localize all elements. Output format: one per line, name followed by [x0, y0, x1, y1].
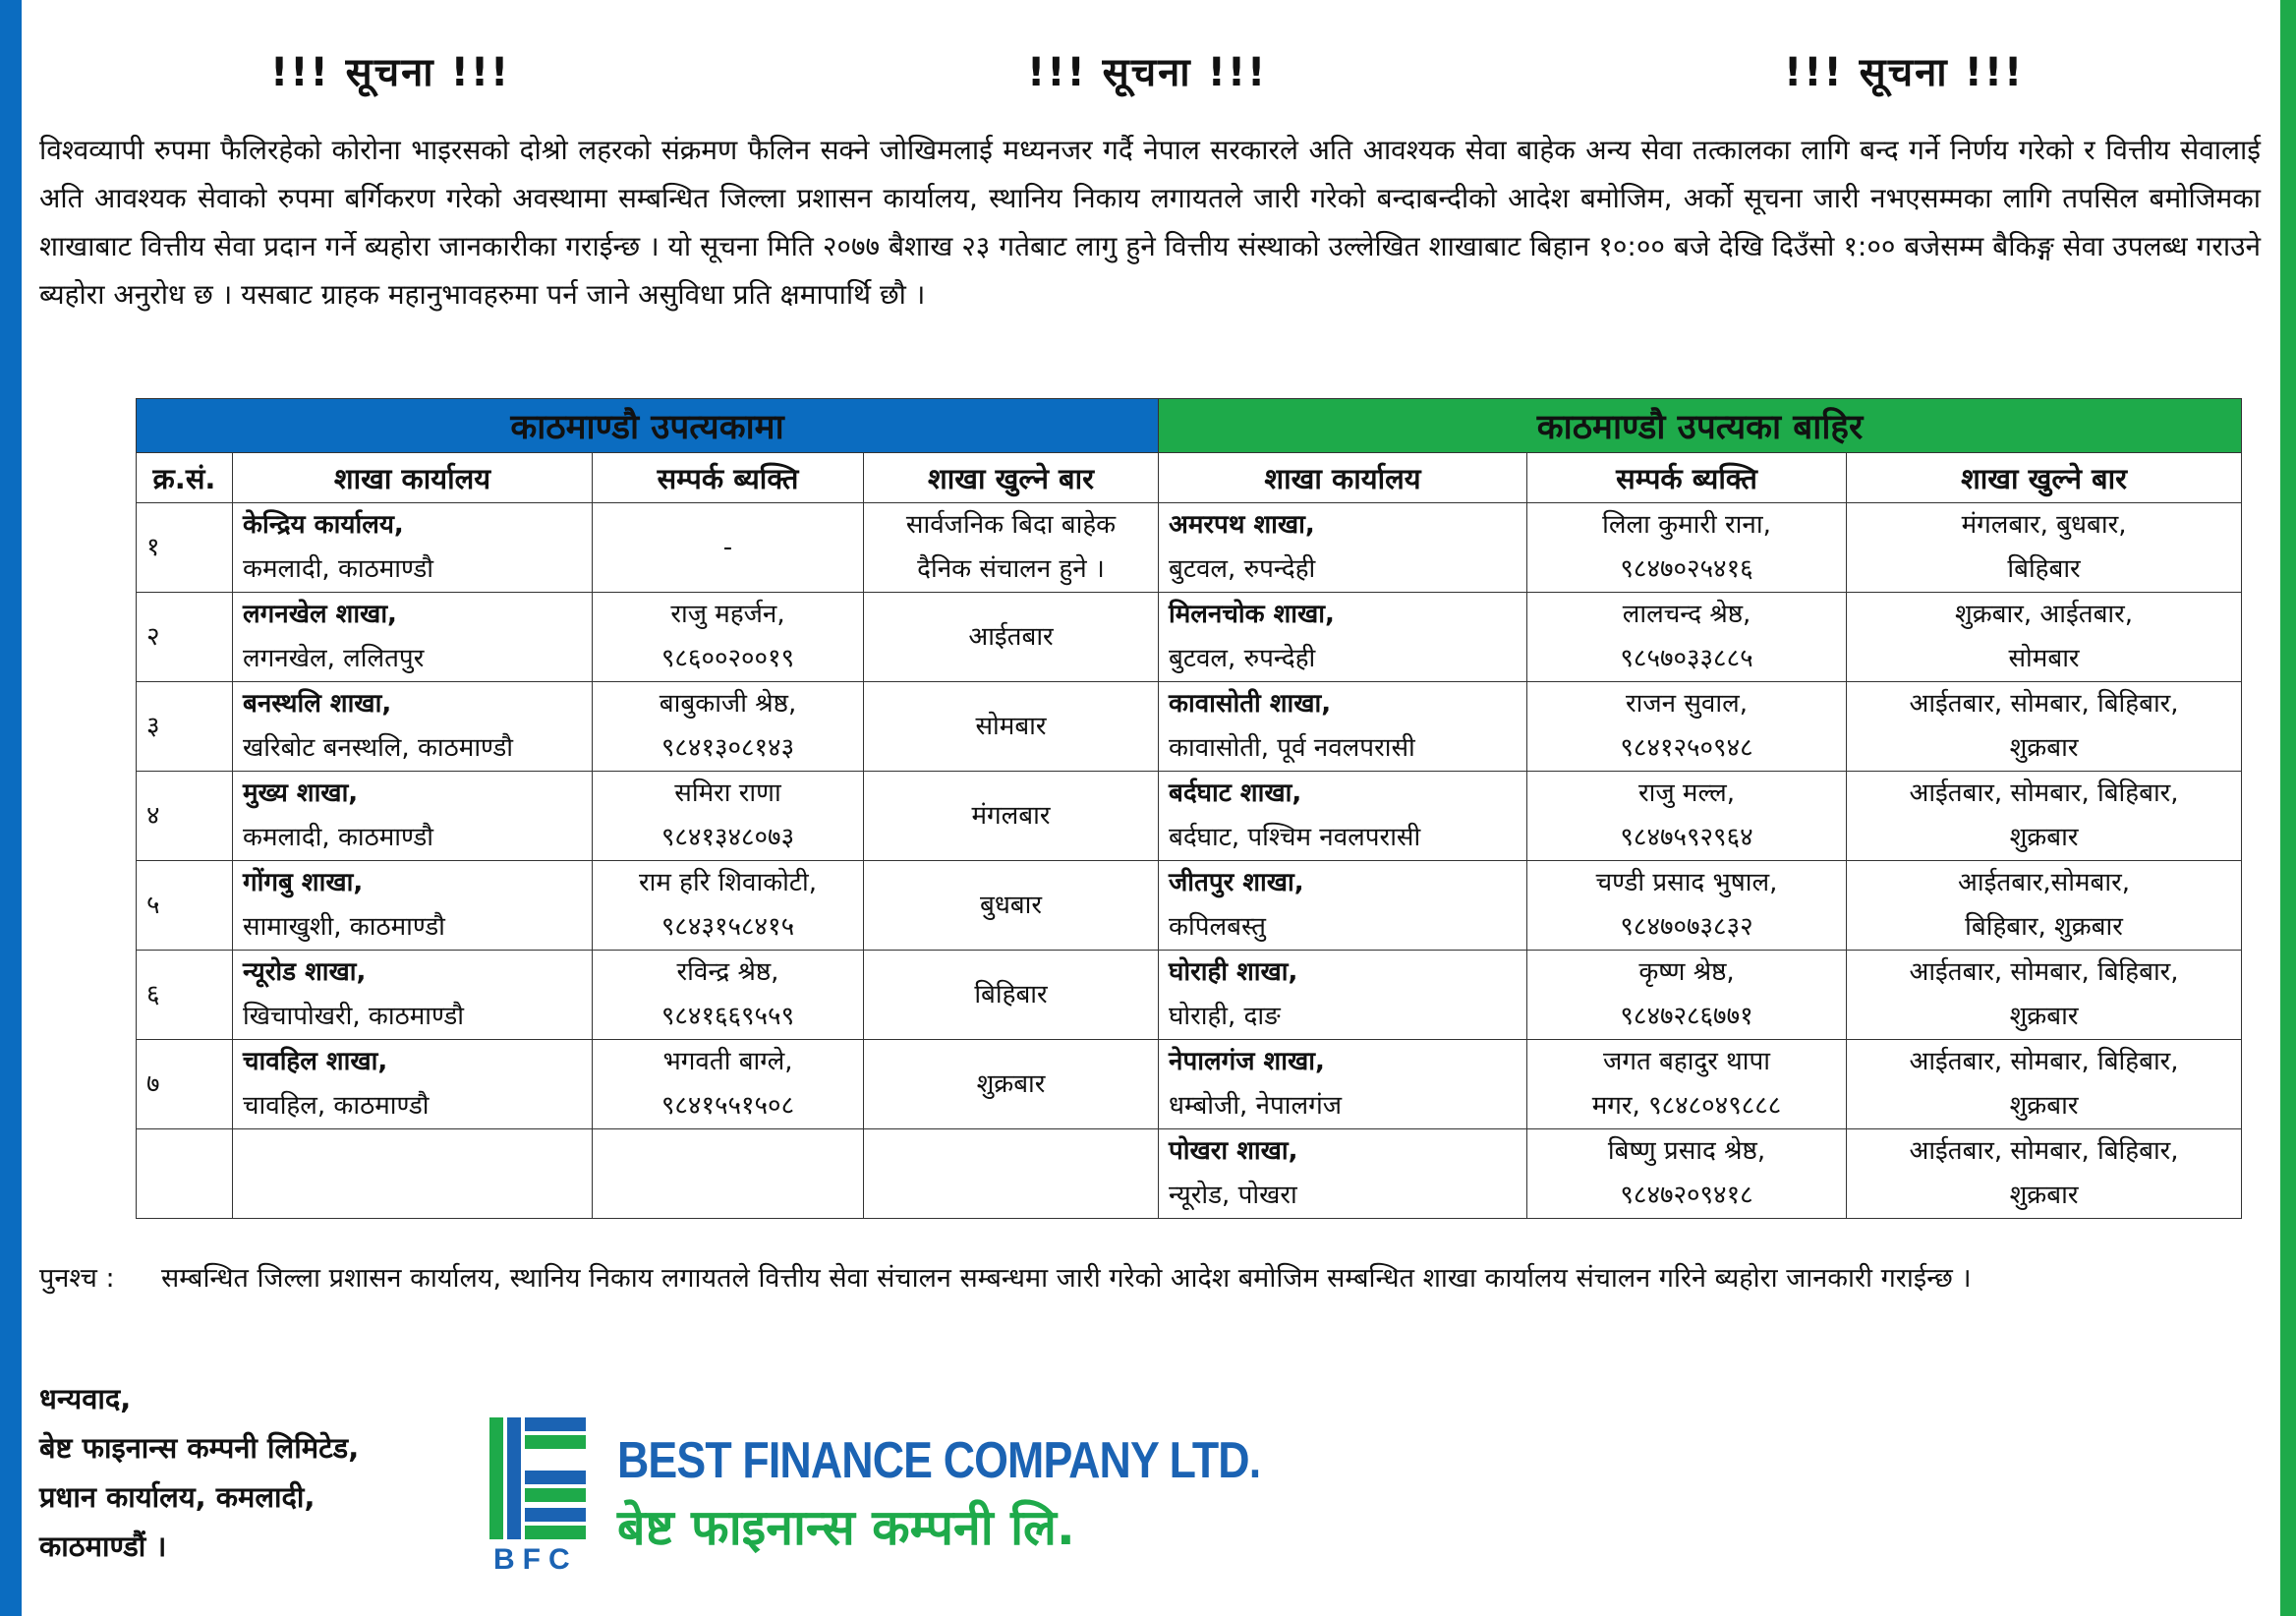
table-row	[137, 1040, 2242, 1129]
contact-phone: ९८४१३४८०७३	[660, 823, 795, 852]
col-header-open-day: शाखा खुल्ने बार	[1847, 453, 2242, 503]
branch-name: चावहिल शाखा,	[243, 1047, 388, 1076]
contact-person: राम हरि शिवाकोटी,	[638, 868, 818, 897]
contact-phone: ९८४७०२५४१६	[1620, 554, 1753, 584]
open-day-cell	[1847, 682, 2242, 772]
open-day-cell	[864, 951, 1159, 1040]
contact-person: राजु महर्जन,	[670, 600, 785, 629]
serial-number-cell	[137, 772, 233, 861]
contact-cell	[1527, 1040, 1847, 1129]
postscript-note	[39, 1256, 2261, 1301]
contact-cell	[593, 593, 864, 682]
left-border-bar	[0, 0, 22, 1616]
serial-number: १	[146, 532, 160, 562]
open-day-cell	[864, 682, 1159, 772]
open-days: आईतबार, सोमबार, बिहिबार,	[1909, 1047, 2179, 1076]
contact-cell	[1527, 503, 1847, 593]
branch-cell	[233, 593, 593, 682]
contact-person: भगवती बाग्ले,	[662, 1047, 793, 1076]
contact-person: लिला कुमारी राना,	[1602, 510, 1771, 540]
notice-heading: !!! सूचना !!!	[1027, 50, 1268, 95]
contact-person: कृष्ण श्रेष्ठ,	[1638, 957, 1735, 987]
col-header-branch: शाखा कार्यालय	[1159, 453, 1527, 503]
open-day-cell	[1847, 951, 2242, 1040]
branch-cell	[233, 772, 593, 861]
contact-person: लालचन्द श्रेष्ठ,	[1622, 600, 1751, 629]
serial-number-cell	[137, 593, 233, 682]
serial-number: ३	[146, 711, 160, 741]
signature-line: बेष्ट फाइनान्स कम्पनी लिमिटेड,	[39, 1431, 360, 1465]
branch-cell	[233, 682, 593, 772]
region-outside-valley: काठमाण्डौ उपत्यका बाहिर	[1159, 399, 2242, 453]
contact-phone: ९८४७२८६७७१	[1620, 1002, 1753, 1031]
logo-english-name: BEST FINANCE COMPANY LTD.	[617, 1432, 1261, 1489]
logo-abbreviation: BFC	[493, 1543, 578, 1576]
branch-cell	[1159, 1129, 1527, 1219]
branch-address: घोराही, दाङ	[1169, 1002, 1281, 1031]
contact-person: -	[722, 532, 733, 562]
contact-phone: ९८५७०३३८८५	[1620, 644, 1753, 673]
open-days-extra: शुक्रबार	[2009, 823, 2079, 852]
branch-table	[136, 398, 2242, 1219]
right-border-bar	[2280, 0, 2296, 1616]
branch-cell	[1159, 682, 1527, 772]
table-row	[137, 1129, 2242, 1219]
open-days-extra: बिहिबार	[2007, 554, 2081, 584]
open-day-cell	[864, 772, 1159, 861]
open-days-extra: शुक्रबार	[2009, 733, 2079, 763]
open-day-cell	[1847, 1129, 2242, 1219]
open-days: बिहिबार	[974, 979, 1048, 1010]
serial-number-cell	[137, 682, 233, 772]
contact-phone: ९८४३१५८४१५	[660, 912, 795, 942]
contact-cell	[1527, 593, 1847, 682]
branch-cell	[1159, 861, 1527, 951]
branch-cell	[1159, 503, 1527, 593]
open-day-cell	[864, 503, 1159, 593]
serial-number-cell	[137, 1129, 233, 1219]
branch-name: कावासोती शाखा,	[1169, 689, 1332, 719]
table-row	[137, 593, 2242, 682]
branch-name: पोखरा शाखा,	[1169, 1136, 1298, 1166]
branch-name: मिलनचोक शाखा,	[1169, 600, 1335, 629]
region-inside-valley: काठमाण्डौ उपत्यकामा	[137, 399, 1159, 453]
contact-person: राजु मल्ल,	[1637, 779, 1736, 808]
contact-person: रविन्द्र श्रेष्ठ,	[676, 957, 779, 987]
branch-name: लगनखेल शाखा,	[243, 600, 397, 629]
branch-address: खरिबोट बनस्थलि, काठमाण्डौ	[243, 733, 514, 763]
contact-person: जगत बहादुर थापा	[1603, 1047, 1770, 1076]
branch-cell	[1159, 951, 1527, 1040]
contact-cell	[593, 951, 864, 1040]
branch-cell	[233, 951, 593, 1040]
notice-body: विश्वव्यापी रुपमा फैलिरहेको कोरोना भाइरसको दोश्रो लहरको संक्रमण फैलिन सक्ने जोखिमलाई मध्यनजर गर्दै नेपाल सरकारले अति आवश्यक सेवा बाहेक अन्य सेवा तत्कालका लागि बन्द गर्ने निर्णय गरेको र वित्तीय सेवालाई अति आवश्यक सेवाको रुपमा बर्गिकरण गरेको अवस्थामा सम्बन्धित जिल्ला प्रशासन कार्यालय, स्थानिय निकाय लगायतले जारी गरेको बन्दाबन्दीको आदेश बमोजिम, अर्को सूचना जारी नभएसम्मका लागि तपसिल बमोजिमका शाखाबाट वित्तीय सेवा प्रदान गर्ने ब्यहोरा जानकारीका गराईन्छ । यो सूचना मिति २०७७ बैशाख २३ गतेबाट लागु हुने वित्तीय संस्थाको उल्लेखित शाखाबाट बिहान १०:०० बजे देखि दिउँसो १:०० बजेसम्म बैकिङ्ग सेवा उपलब्ध गराउने ब्यहोरा अनुरोध छ । यसबाट ग्राहक महानुभावहरुमा पर्न जाने असुविधा प्रति क्षमापार्थि छौ ।	[39, 134, 2261, 311]
serial-number-cell	[137, 951, 233, 1040]
serial-number: ७	[146, 1068, 160, 1099]
branch-cell	[233, 503, 593, 593]
contact-cell	[1527, 951, 1847, 1040]
contact-cell	[593, 1040, 864, 1129]
signature-line: काठमाण्डौं ।	[39, 1529, 167, 1563]
open-day-cell	[1847, 772, 2242, 861]
contact-person: चण्डी प्रसाद भुषाल,	[1595, 868, 1778, 897]
branch-name: बर्दघाट शाखा,	[1169, 779, 1302, 808]
open-days: सार्वजनिक बिदा बाहेक	[905, 510, 1117, 540]
open-day-cell	[1847, 503, 2242, 593]
open-days: आईतबार, सोमबार, बिहिबार,	[1909, 1136, 2179, 1166]
contact-person: बिष्णु प्रसाद श्रेष्ठ,	[1607, 1136, 1766, 1166]
col-header-open-day: शाखा खुल्ने बार	[864, 453, 1159, 503]
branch-cell	[233, 861, 593, 951]
table-row	[137, 682, 2242, 772]
contact-phone: ९८४७२०९४१८	[1620, 1181, 1753, 1210]
table-row	[137, 772, 2242, 861]
table-row	[137, 861, 2242, 951]
contact-phone: ९८४७०७३८३२	[1620, 912, 1753, 942]
branch-address: न्यूरोड, पोखरा	[1169, 1181, 1297, 1210]
contact-cell	[1527, 861, 1847, 951]
open-days-extra: सोमबार	[2008, 644, 2080, 673]
branch-name: मुख्य शाखा,	[243, 779, 359, 808]
signature-block	[39, 1374, 359, 1571]
open-day-cell	[1847, 593, 2242, 682]
serial-number-cell	[137, 861, 233, 951]
open-days: बुधबार	[979, 890, 1043, 920]
branch-address: कावासोती, पूर्व नवलपरासी	[1169, 733, 1415, 763]
postscript-text: सम्बन्धित जिल्ला प्रशासन कार्यालय, स्थानिय निकाय लगायतले वित्तीय सेवा संचालन सम्बन्धमा जारी गरेको आदेश बमोजिम सम्बन्धित शाखा कार्यालय संचालन गरिने ब्यहोरा जानकारी गराईन्छ ।	[161, 1263, 1972, 1294]
contact-cell	[1527, 772, 1847, 861]
branch-address: सामाखुशी, काठमाण्डौ	[243, 912, 445, 942]
contact-person: राजन सुवाल,	[1626, 689, 1749, 719]
branch-address: चावहिल, काठमाण्डौ	[243, 1091, 430, 1121]
branch-address: कमलादी, काठमाण्डौ	[243, 823, 434, 852]
open-days: सोमबार	[975, 711, 1047, 741]
open-day-cell	[864, 1040, 1159, 1129]
open-day-cell	[864, 593, 1159, 682]
open-days-extra: शुक्रबार	[2009, 1002, 2079, 1031]
contact-phone: ९८४७५९२९६४	[1620, 823, 1753, 852]
table-row	[137, 503, 2242, 593]
open-days-extra: दैनिक संचालन हुने ।	[917, 554, 1105, 584]
branch-address: कमलादी, काठमाण्डौ	[243, 554, 434, 584]
col-header-contact: सम्पर्क ब्यक्ति	[593, 453, 864, 503]
contact-phone: ९८४१३०८१४३	[660, 733, 795, 763]
branch-cell	[233, 1040, 593, 1129]
contact-phone: मगर, ९८४८०४९८८८	[1591, 1091, 1782, 1121]
contact-person: समिरा राणा	[674, 779, 781, 808]
contact-cell	[593, 772, 864, 861]
open-days: आईतबार, सोमबार, बिहिबार,	[1909, 957, 2179, 987]
open-days: आईतबार, सोमबार, बिहिबार,	[1909, 779, 2179, 808]
branch-name: जीतपुर शाखा,	[1169, 868, 1304, 897]
branch-address: लगनखेल, ललितपुर	[243, 644, 425, 673]
contact-cell	[1527, 1129, 1847, 1219]
branch-cell	[1159, 772, 1527, 861]
branch-name: अमरपथ शाखा,	[1169, 510, 1315, 540]
open-days-extra: शुक्रबार	[2009, 1181, 2079, 1210]
col-header-contact: सम्पर्क ब्यक्ति	[1527, 453, 1847, 503]
contact-cell	[593, 1129, 864, 1219]
col-header-branch: शाखा कार्यालय	[233, 453, 593, 503]
notice-heading: !!! सूचना !!!	[270, 50, 511, 95]
table-row	[137, 951, 2242, 1040]
contact-cell	[1527, 682, 1847, 772]
contact-phone: ९८४१५५१५०८	[660, 1091, 795, 1121]
postscript-label: पुनश्च :	[39, 1263, 115, 1294]
serial-number: ६	[146, 979, 160, 1010]
contact-cell	[593, 682, 864, 772]
open-day-cell	[864, 1129, 1159, 1219]
branch-name: नेपालगंज शाखा,	[1169, 1047, 1325, 1076]
branch-address: बर्दघाट, पश्चिम नवलपरासी	[1169, 823, 1421, 852]
open-days: आईतबार	[968, 621, 1054, 652]
notice-headings	[39, 43, 2261, 102]
branch-name: घोराही शाखा,	[1169, 957, 1298, 987]
contact-person: बाबुकाजी श्रेष्ठ,	[659, 689, 797, 719]
serial-number: ४	[146, 800, 160, 831]
open-day-cell	[864, 861, 1159, 951]
serial-number-cell	[137, 503, 233, 593]
serial-number: ५	[146, 890, 160, 920]
open-days: मंगलबार, बुधबार,	[1961, 510, 2127, 540]
branch-name: गोंगबु शाखा,	[243, 868, 364, 897]
branch-address: बुटवल, रुपन्देही	[1169, 554, 1316, 584]
open-days-extra: बिहिबार, शुक्रबार	[1965, 912, 2123, 942]
branch-name: बनस्थलि शाखा,	[243, 689, 392, 719]
contact-phone: ९८६००२००१९	[660, 644, 795, 673]
contact-cell	[593, 503, 864, 593]
branch-address: कपिलबस्तु	[1169, 912, 1266, 942]
branch-cell	[1159, 593, 1527, 682]
notice-heading: !!! सूचना !!!	[1784, 50, 2025, 95]
branch-cell	[233, 1129, 593, 1219]
serial-number-cell	[137, 1040, 233, 1129]
open-days: आईतबार, सोमबार, बिहिबार,	[1909, 689, 2179, 719]
open-day-cell	[1847, 861, 2242, 951]
open-days: शुक्रबार	[976, 1068, 1046, 1099]
open-days: शुक्रबार, आईतबार,	[1955, 600, 2134, 629]
serial-number: २	[146, 621, 160, 652]
branch-cell	[1159, 1040, 1527, 1129]
open-days-extra: शुक्रबार	[2009, 1091, 2079, 1121]
contact-phone: ९८४१२५०९४८	[1620, 733, 1753, 763]
logo-nepali-name: बेष्ट फाइनान्स कम्पनी लि.	[617, 1499, 1075, 1556]
signature-line: धन्यवाद,	[39, 1382, 132, 1415]
contact-phone: ९८४१६६९५५९	[660, 1002, 795, 1031]
branch-address: बुटवल, रुपन्देही	[1169, 644, 1316, 673]
col-header-sn: क्र.सं.	[137, 453, 233, 503]
bfc-logo-mark-icon	[488, 1414, 596, 1541]
branch-address: धम्बोजी, नेपालगंज	[1169, 1091, 1343, 1121]
branch-address: खिचापोखरी, काठमाण्डौ	[243, 1002, 464, 1031]
open-days: मंगलबार	[971, 800, 1051, 831]
open-day-cell	[1847, 1040, 2242, 1129]
open-days: आईतबार,सोमबार,	[1958, 868, 2131, 897]
branch-name: केन्द्रिय कार्यालय,	[243, 510, 404, 540]
branch-name: न्यूरोड शाखा,	[243, 957, 367, 987]
company-logo	[488, 1414, 1261, 1581]
contact-cell	[593, 861, 864, 951]
signature-line: प्रधान कार्यालय, कमलादी,	[39, 1480, 316, 1514]
